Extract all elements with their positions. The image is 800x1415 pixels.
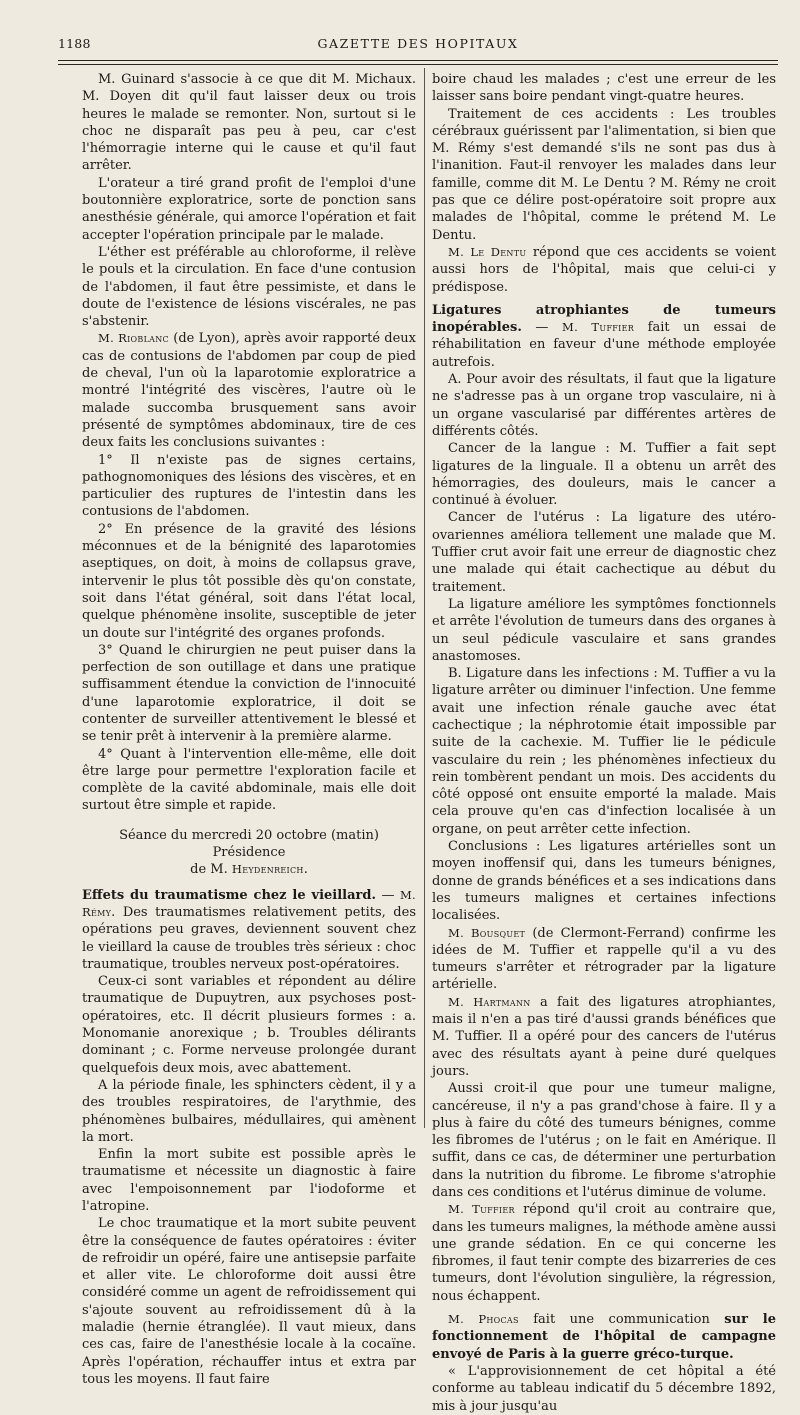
paragraph: Le choc traumatique et la mort subite peuvent être la conséquence de fautes opératoires : éviter de refroidir un opéré, faire une antisepsie parfaite et aller vite. Le chloroforme doit aussi être considéré comme un agent de refroidissement qui s'ajoute souvent au refroidissement dû à la maladie (hernie étranglée). Il vaut mieux, dans ces cas, faire de l'anesthésie locale à la cocaïne. Après l'opération, réchauffer intus et extra par tous les moyens. Il faut faire xyxy=(82,1216,416,1387)
paragraph-tuffier-reply xyxy=(432,1201,776,1305)
communication-title: sur le fonctionnement de l'hôpital de campagne envoyé de Paris à la guerre gréco-turque. xyxy=(432,1312,776,1362)
conclusion-item: 1° Il n'existe pas de signes certains, pathognomoniques des lésions des viscères, et en particulier des ruptures de l'intestin dans les contusions de l'abdomen. xyxy=(82,452,416,520)
paragraph-text: fait une communication xyxy=(518,1312,725,1328)
header-rule-thick xyxy=(58,60,778,61)
page-header xyxy=(58,36,778,56)
conclusion-item: 4° Quant à l'intervention elle-même, elle doit être large pour permettre l'exploration facile et complète de la cavité abdominale, mais elle doit surtout être simple et rapide. xyxy=(82,746,416,814)
paragraph-text: répond qu'il croit au contraire que, dans les tumeurs malignes, la méthode amène aussi une grande sédation. En ce qui concerne les fibromes, il faut tenir compte des bizarreries de ces tumeurs, dont l'évolution singulière, la régression, nous échappent. xyxy=(432,1202,776,1304)
paragraph-text: (de Clermont-Ferrand) confirme les idées de M. Tuffier et rappelle qu'il a vu des tumeurs s'arrêter et rétrograder par la ligature artérielle. xyxy=(432,925,776,993)
conclusion-item: 2° En présence de la gravité des lésions méconnues et de la bénignité des laparotomies aseptiques, on doit, à moins de collapsus grave, intervenir le plus tôt possible dès qu'on constate, soit dans l'état général, soit dans l'état local, quelque phénomène insolite, susceptible de jeter un doute sur l'intégrité des organes profonds. xyxy=(82,521,416,641)
paragraph: Conclusions : Les ligatures artérielles sont un moyen inoffensif qui, dans les tumeurs bénignes, donne de grands bénéfices et a ses indications dans les tumeurs malignes et certaines infections localisées. xyxy=(432,839,776,924)
paragraph-phocas xyxy=(432,1311,776,1363)
header-rule-thin xyxy=(58,64,778,65)
paragraph: boire chaud les malades ; c'est une erreur de les laisser sans boire pendant vingt-quatre heures. xyxy=(432,72,776,105)
session-heading xyxy=(82,827,416,879)
paragraph: Cancer de l'utérus : La ligature des utéro-ovariennes améliora tellement une malade que M. Tuffier crut avoir fait une erreur de diagnostic chez une malade qui était cachectique au début du traitement. xyxy=(432,510,776,595)
speaker-name: M. Rioblanc xyxy=(98,331,169,346)
paragraph-text: fait un essai de réhabilitation en faveur d'une méthode employée autrefois. xyxy=(432,320,777,370)
paragraph: Cancer de la langue : M. Tuffier a fait sept ligatures de la linguale. Il a obtenu un arrêt des hémorragies, des douleurs, mais le cancer a continué à évoluer. xyxy=(432,441,776,509)
paragraph: La ligature améliore les symptômes fonctionnels et arrête l'évolution de tumeurs dans des organes à un seul pédicule vasculaire et sans grandes anastomoses. xyxy=(432,596,776,664)
paragraph-text: (de Lyon), après avoir rapporté deux cas de contusions de l'abdomen par coup de pied de cheval, l'un où la laparotomie exploratrice a montré l'intégrité des viscères, l'autre où le malade succomba brusquement sans avoir présenté de symptômes abdominaux, tire de ces deux faits les conclusions suivantes : xyxy=(82,331,416,451)
paragraph-text: . Des traumatismes relativement petits, des opérations peu graves, deviennent souvent chez le vieillard la cause de troubles très sérieux : choc traumatique, troubles nerveux post-opératoires. xyxy=(82,904,416,972)
right-column xyxy=(432,71,776,1415)
paragraph: Aussi croit-il que pour une tumeur maligne, cancéreuse, il n'y a pas grand'chose à faire. Il y a plus à faire du côté des tumeurs bénignes, comme les fibromes de l'utérus ; on le fait en Amérique. Il suffit, dans ce cas, de déterminer une perturbation dans la nutrition du fibrome. Le fibrome s'atrophie dans ces conditions et l'utérus diminue de volume. xyxy=(432,1081,776,1200)
journal-title: GAZETTE DES HOPITAUX xyxy=(317,36,519,51)
paragraph-text: a fait des ligatures atrophiantes, mais il n'en a pas tiré d'aussi grands bénéfices que M. Tuffier. Il a opéré pour des cancers de l'utérus avec des résultats ayant à peine duré quelques jours. xyxy=(432,994,776,1079)
paragraph: Enfin la mort subite est possible après le traumatisme et nécessite un diagnostic à faire avec l'empoisonnement par l'iodoforme et l'atropine. xyxy=(82,1147,416,1214)
paragraph: M. Guinard s'associe à ce que dit M. Michaux. M. Doyen dit qu'il faut laisser deux ou trois heures le malade se remonter. Non, surtout si le choc ne disparaît pas peu à peu, car c'est l'hémorragie interne qui le cause et qu'il faut arrêter. xyxy=(82,72,416,174)
paragraph-quote: « L'approvisionnement de cet hôpital a été conforme au tableau indicatif du 5 décembre 1892, mis à jour jusqu'au xyxy=(432,1363,776,1414)
speaker-name: M. Tuffier xyxy=(562,320,635,335)
paragraph-hartmann xyxy=(432,994,776,1080)
speaker-name: M. Phocas xyxy=(448,1312,519,1327)
president-name: Heydenreich xyxy=(231,862,304,877)
page-number: 1188 xyxy=(58,36,91,51)
paragraph: Traitement de ces accidents : Les troubles cérébraux guérissent par l'alimentation, si bien que M. Rémy s'est demandé s'ils ne sont pas dus à l'inanition. Faut-il renvoyer les malades dans leur famille, comme dit M. Le Dentu ? M. Rémy ne croit pas que ce délire post-opératoire soit propre aux malades de l'hôpital, comme le prétend M. Le Dentu. xyxy=(432,106,776,243)
speaker-name: M. Le Dentu xyxy=(448,244,527,259)
speaker-name: M. Hartmann xyxy=(448,994,531,1009)
left-column xyxy=(82,71,416,1388)
paragraph-text: répond que ces accidents se voient aussi hors de l'hôpital, mais que celui-ci y prédispose. xyxy=(432,244,776,295)
paragraph: B. Ligature dans les infections : M. Tuffier a vu la ligature arrêter ou diminuer l'infection. Une femme avait une infection rénale gauche avec état cachectique ; la néphrotomie était impossible par suite de la cachexie. M. Tuffier lie le pédicule vasculaire du rein ; les phénomènes infectieux du rein tombèrent pendant un mois. Des accidents du côté opposé ont ensuite emporté la malade. Mais cela prouve qu'en cas d'infection localisée à un organe, on peut arrêter cette infection. xyxy=(432,666,776,837)
section-title: Effets du traumatisme chez le vieillard. xyxy=(82,887,376,903)
paragraph: A. Pour avoir des résultats, il faut que la ligature ne s'adresse pas à un organe trop vasculaire, ni à un organe vascularisé par différentes artères de différents côtés. xyxy=(432,372,776,439)
speaker-name: M. Bousquet xyxy=(448,925,526,940)
paragraph-bousquet xyxy=(432,925,776,994)
paragraph: A la période finale, les sphincters cèdent, il y a des troubles respiratoires, de l'arythmie, des phénomènes bulbaires, médullaires, qui amènent la mort. xyxy=(82,1077,416,1145)
paragraph: L'orateur a tiré grand profit de l'emploi d'une boutonnière exploratrice, sorte de ponction sans anesthésie générale, qui amorce l'opération et fait accepter l'opération principale par le malade. xyxy=(82,175,416,243)
session-heading-line2: de M. Heydenreich. xyxy=(190,862,308,878)
session-heading-line1: Séance du mercredi 20 octobre (matin) Présidence xyxy=(119,827,379,861)
speaker-name: M. Rémy xyxy=(82,887,416,919)
paragraph: L'éther est préférable au chloroforme, il relève le pouls et la circulation. En face d'une contusion de l'abdomen, il faut être pessimiste, et dans le doute de l'existence de lésions viscérales, ne pas s'abstenir. xyxy=(82,244,416,330)
speaker-name: M. Tuffier xyxy=(448,1202,515,1217)
paragraph: Ceux-ci sont variables et répondent au délire traumatique de Dupuytren, aux psychoses post-opératoires, etc. Il décrit plusieurs formes : a. Monomanie anorexique ; b. Troubles délirants dominant ; c. Forme nerveuse prolongée durant quelquefois deux mois, avec abattement. xyxy=(82,974,416,1076)
paragraph-tuffier: Ligatures atrophiantes de tumeurs inopérables. — M. Tuffier fait un essai de réhabilitation en faveur d'une méthode employée autrefois. xyxy=(432,302,777,370)
section-title: Ligatures atrophiantes de tumeurs inopérables. xyxy=(432,302,776,336)
paragraph-rioblanc xyxy=(82,330,416,451)
paragraph-remy: Effets du traumatisme chez le vieillard. — M. Rémy. Des traumatismes relativement petits, des opérations peu graves, deviennent souvent chez le vieillard la cause de troubles très sérieux : choc traumatique, troubles nerveux post-opératoires. xyxy=(82,887,416,972)
conclusion-item: 3° Quand le chirurgien ne peut puiser dans la perfection de son outillage et dans une pratique suffisamment étendue la conviction de l'innocuité d'une laparotomie exploratrice, il doit se contenter de surveiller attentivement le blessé et se tenir prêt à intervenir à la première alarme. xyxy=(82,642,416,745)
paragraph-le-dentu xyxy=(432,244,776,296)
column-divider xyxy=(424,68,425,1128)
